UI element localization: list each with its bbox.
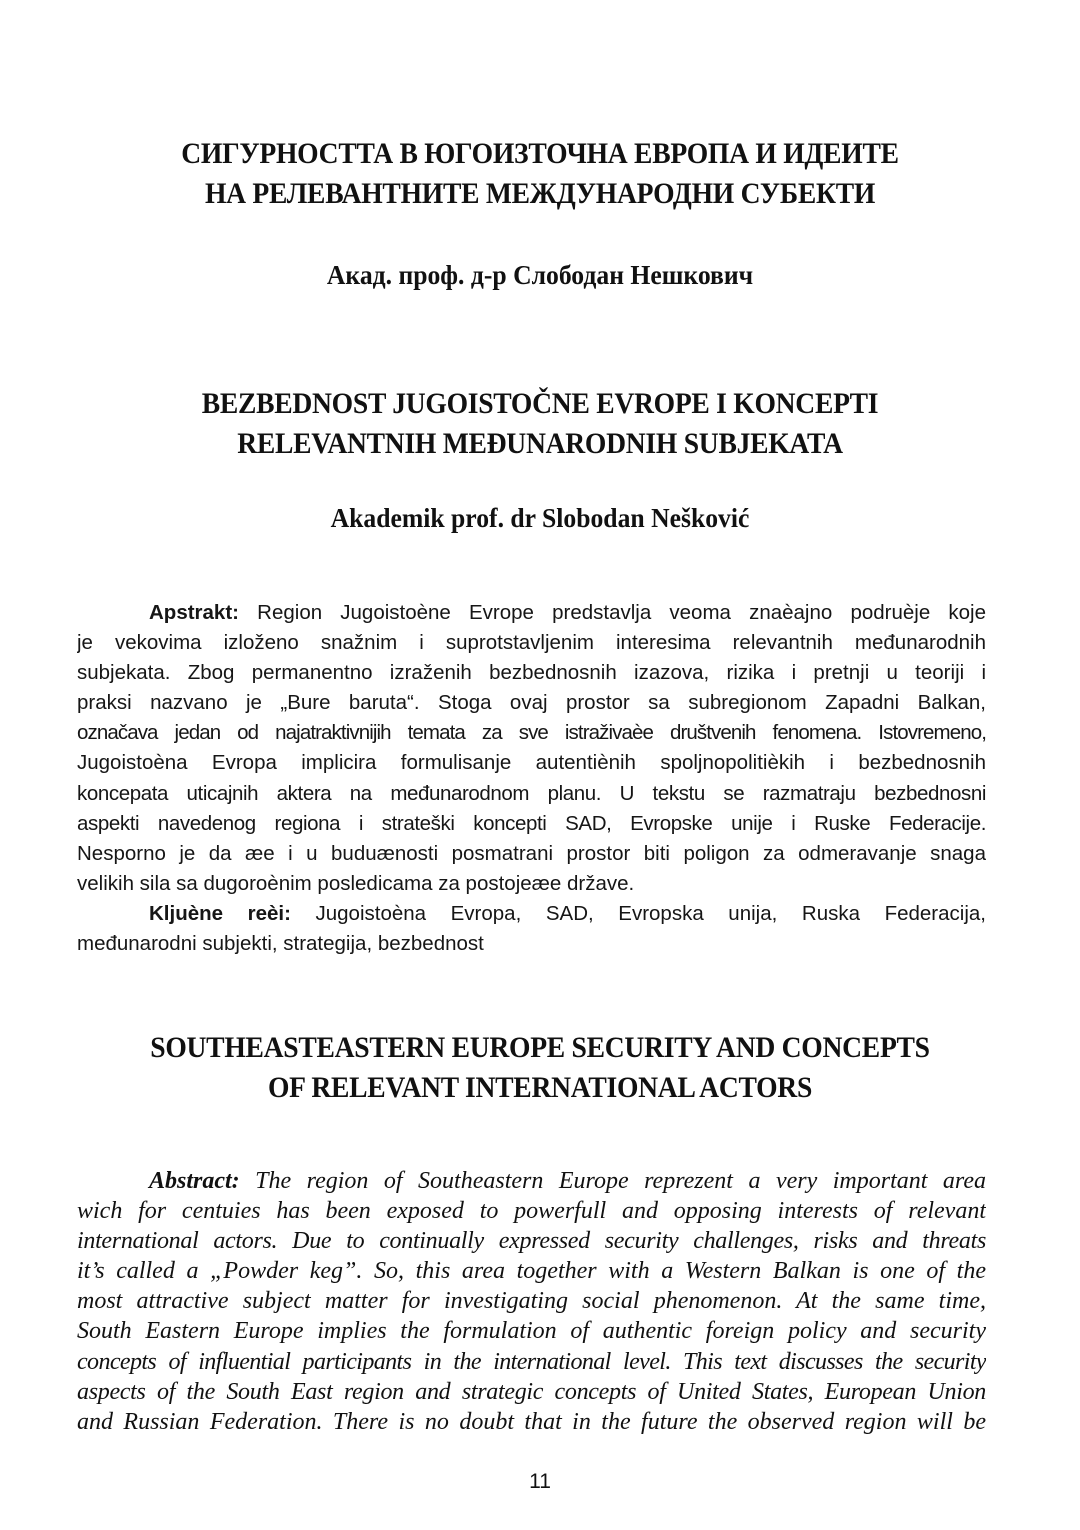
abstract-line: wich for centuies has been exposed to powerfull and opposing interests of relevant xyxy=(77,1198,986,1225)
keywords-label: Kljuène reèi: xyxy=(149,901,291,925)
abstract-line: most attractive subject matter for investigating social phenomenon. At the same time, xyxy=(77,1288,986,1315)
abstract-line: koncepata uticajnih aktera na međunarodnom planu. U tekstu se razmatraju bezbednosni xyxy=(77,781,986,805)
english-title xyxy=(98,1028,981,1108)
bulgarian-title-line-2: НА РЕЛЕВАНТНИТЕ МЕЖДУНАРОДНИ СУБЕКТИ xyxy=(204,177,876,210)
abstract-line: South Eastern Europe implies the formulation of authentic foreign policy and security xyxy=(77,1318,986,1345)
serbian-title-line-1: BEZBEDNOST JUGOISTOČNE EVROPE I KONCEPTI xyxy=(201,387,879,420)
bulgarian-title xyxy=(98,134,981,214)
abstract-line: and Russian Federation. There is no doubt that in the future the observed region will be xyxy=(77,1408,986,1435)
serbian-title xyxy=(98,384,981,464)
abstract-line: subjekata. Zbog permanentno izraženih bezbednosnih izazova, rizika i pretnji u teoriji i xyxy=(77,661,986,685)
english-title-line-2: OF RELEVANT INTERNATIONAL ACTORS xyxy=(267,1071,813,1104)
serbian-title-line-2: RELEVANTNIH MEĐUNARODNIH SUBJEKATA xyxy=(237,427,843,460)
abstract-line: Jugoistoèna Evropa implicira formulisanje autentiènih spoljnopolitièkih i bezbednosnih xyxy=(77,751,986,775)
english-title-line-1: SOUTHEASTEASTERN EUROPE SECURITY AND CONCEPTS xyxy=(150,1031,930,1064)
abstract-label: Apstrakt: xyxy=(149,601,239,624)
bulgarian-title-line-1: СИГУРНОСТТА В ЮГОИЗТОЧНА ЕВРОПА И ИДЕИТЕ xyxy=(181,137,899,170)
serbian-abstract xyxy=(77,598,986,959)
abstract-line: Nesporno je da æe i u buduænosti posmatrani prostor biti poligon za odmeravanje snaga xyxy=(77,841,986,865)
serbian-author: Akademik prof. dr Slobodan Nešković xyxy=(330,503,750,533)
abstract-line: international actors. Due to continually expressed security challenges, risks and threats xyxy=(77,1228,986,1255)
abstract-line: Apstrakt: Region Jugoistoène Evrope predstavlja veoma znaèajno podruèje koje xyxy=(149,601,986,624)
abstract-label: Abstract: xyxy=(149,1168,240,1194)
keywords-line: međunarodni subjekti, strategija, bezbednost xyxy=(77,932,484,956)
abstract-line: velikih sila sa dugoroènim posledicama za postojeæe države. xyxy=(77,871,635,895)
abstract-line: označava jedan od najatraktivnijih temata za sve istraživaèe društvenih fenomena. Istovremeno, xyxy=(77,721,986,745)
abstract-line: Abstract: The region of Southeastern Europe reprezent a very important area xyxy=(149,1168,986,1194)
keywords-line: Kljuène reèi: Jugoistoèna Evropa, SAD, Evropska unija, Ruska Federacija, xyxy=(149,901,986,925)
bulgarian-author: Акад. проф. д-р Слободан Нешкович xyxy=(326,260,754,290)
abstract-line: je vekovima izloženo snažnim i suprotstavljenim interesima relevantnih međunarodnih xyxy=(77,631,986,655)
english-abstract xyxy=(77,1166,986,1437)
page-number: 11 xyxy=(529,1470,551,1493)
abstract-line: aspekti navedenog regiona i strateški koncepti SAD, Evropske unije i Ruske Federacije. xyxy=(77,811,986,835)
abstract-line: concepts of influential participants in the international level. This text discusses the security xyxy=(77,1348,986,1375)
abstract-line: praksi nazvano je „Bure baruta“. Stoga ovaj prostor sa subregionom Zapadni Balkan, xyxy=(77,691,986,715)
abstract-line: aspects of the South East region and strategic concepts of United States, European Union xyxy=(77,1378,986,1405)
abstract-line: it’s called a „Powder keg”. So, this area together with a Western Balkan is one of the xyxy=(77,1258,986,1285)
